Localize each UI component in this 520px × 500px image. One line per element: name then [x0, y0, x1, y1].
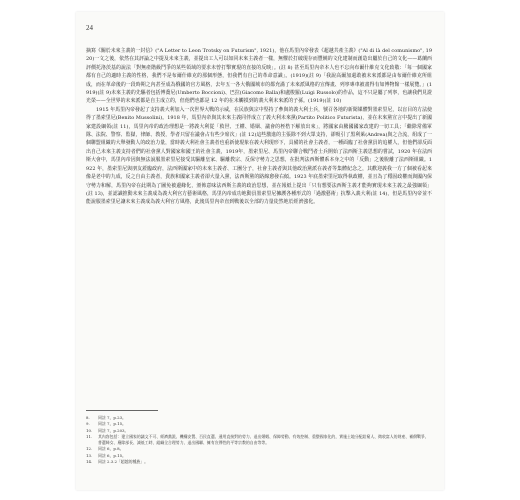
- footnote-number: 10.: [86, 427, 93, 433]
- footnote-number: 13.: [86, 452, 93, 458]
- footnote-text: 同註 2.3.2「超越的種族」。: [98, 459, 149, 465]
- footnote: [86, 434, 432, 447]
- footnote-divider: [86, 410, 158, 411]
- footnote: [86, 459, 432, 465]
- footnote-number: 12.: [86, 446, 93, 452]
- footnote-text: 同註 7，p.15。: [98, 421, 126, 427]
- footnote-text: 同註 7，p.23。: [98, 415, 126, 420]
- page-number: 24: [86, 24, 93, 32]
- footnote-text: 同註 6，p.8。: [98, 446, 124, 452]
- footnote-text: 同註 6，p.15。: [98, 452, 126, 458]
- footnotes: [86, 415, 432, 465]
- footnote-text: 同註 7，p.203。: [98, 427, 129, 433]
- document-page: [76, 12, 444, 490]
- footnote-number: 14.: [86, 459, 93, 465]
- footnote-number: 9.: [86, 421, 90, 427]
- footnote-number: 11.: [86, 433, 93, 439]
- paragraph: 摘寫《關於未來主義的一封信》("A Letter to Leon Trotsky on Futurism", 1921)，他在馬里內帝發表《超越共產主義》("Al di là del comunismo", 1920)一文之後，依然在其評論之中提及未來主義，並提出工人可以如同未來主義者一樣，無懼於打破現存而豐饒的文化建制而創造出屬於自己的文化——葛蘭西評價托洛茨基的說法「對無產階級鬥爭的某些領域的要求未曾打擊實現的直接的反映」。(註 8) 甚至馬里內帝本人也不忘向布爾什維克文化致敬：「每一個國家都有自己的適時主義的性格，我們不是布爾什維克的那個形態，但我們有自己的革命意識」。(1919)(註 9)「我說高爾加還敢被未來派都是由布爾什維克所組成，而在革命後的一段時期之內甚至成為俄國的官方風格，去年五一各大俄國城市的都充滿了未來派風格的宣傳畫、列寧專車被畫得有如博物館一樣展覽。」(1919)(註 9)未來主義的先驅者包括博喬尼(Umberto Boccioni)、巴拉(Giacomo Balla)和盧梭羅(Luigi Russolo)的作品，這不只是屬了列寧，也讓我們見證光榮——全世界的未來派都是自主成立的，但他們也都是 12 年的在未觸摸到的義大利未來派的子孫。(1919)(註 10): [86, 48, 432, 105]
- footnote-text: 其內容包括：建立國家的議文不可、經濟黨派、機構安置、百民直選、通用直接對的勞力、退出婚姻、保障勞動、有效控制、重整國家化的，實施土地分配給窮人、徵收富人的財產、補償戰爭、普選婦女、廢除部長、減低工時、組織全合理勞力、退出國聯、擁有宣傳性的平等宗教的自由等等。: [98, 433, 429, 446]
- paragraph: 1915 年馬里內帝發起了支持義大利加入一次世界大戰的示威，在民族與宗中堅持了參與的義大利士兵，號召各地的新聞媒體對墨索里尼，以盲目的方法使得了墨索里尼(Benito Mussolini)。1918 年，馬里內帝與其未來主義同伴成立了義大利未來黨(Partito Politico Futurista)，並在未來黨宣言中提出了新國家建設綱領(註 11)，馬里內帝的政治理想是一將義大利從「救世、王權、婚姻、議會的桎梏下解放出來」，將國家由騰國國家改建的一切工具；「繼除常備軍隊、法院、警察、監獄，律師、教授，學者只留在議會占有些少席次」(註 12)這些激進的主張除不到大眾支持，卻吸引了黑利萊(Andrea)與之合流，組成了一個聯盟組織的大舉發動人的政治力量，當時義大利社會主義者也重新使現象在義大利現形下，具備的社會主義者，一種面臨了社會黨員的追權人，但他們卻反面出自己未來主義支持者們的社會黨人對國家和國王的社會主義，1919年，墨索里尼、馬里內帝聯合戰鬥者士兵開始了法西斯主義思想的嘗試，1920 年在法西斯大會中，馬里內帝因與無法說服墨索里尼接受其驅離皇家、驅離教宗、反保守勢力之思想，在批判法西斯體系本身之中的「反動」之後脫離了法西斯組織。1922 年，墨索里尼與朋友蒞臨政府，法西斯國家中的未來主義者、工團分子，社會主義者與其他政治黨派在義者等集體紀念之，其歡迎義我一方了個被看起來像是老中的九成，反之自由主義者，貴族和國家主義者卻大量入黨，法西斯黨的路線愈發右傾。1923 年底墨索里尼取得執政權，並且為了穩固政權而與國內保守勢力和解，馬里內帝在此期為了圖免被邊緣化，頒佈意味法西斯主義的政治思想，並在報紙上提出「只有想要法西斯主義才能夠實現未來主義之最強綱領」(註 13)，並認識推動未來主義成為義大利官方藝術風格，馬里內帝成功地動員墨索里尼擁護各種形式的「過激藝術」抗擊入義大利(註 14)，但是馬里內帝並不能說服墨索里尼讓未來主義成為義大利官方風格，此後馬里內帝直到戰後以全部的力量徒然地於經濟強化。: [86, 106, 432, 206]
- footnote-number: 8.: [86, 415, 90, 420]
- body-text: [86, 47, 432, 207]
